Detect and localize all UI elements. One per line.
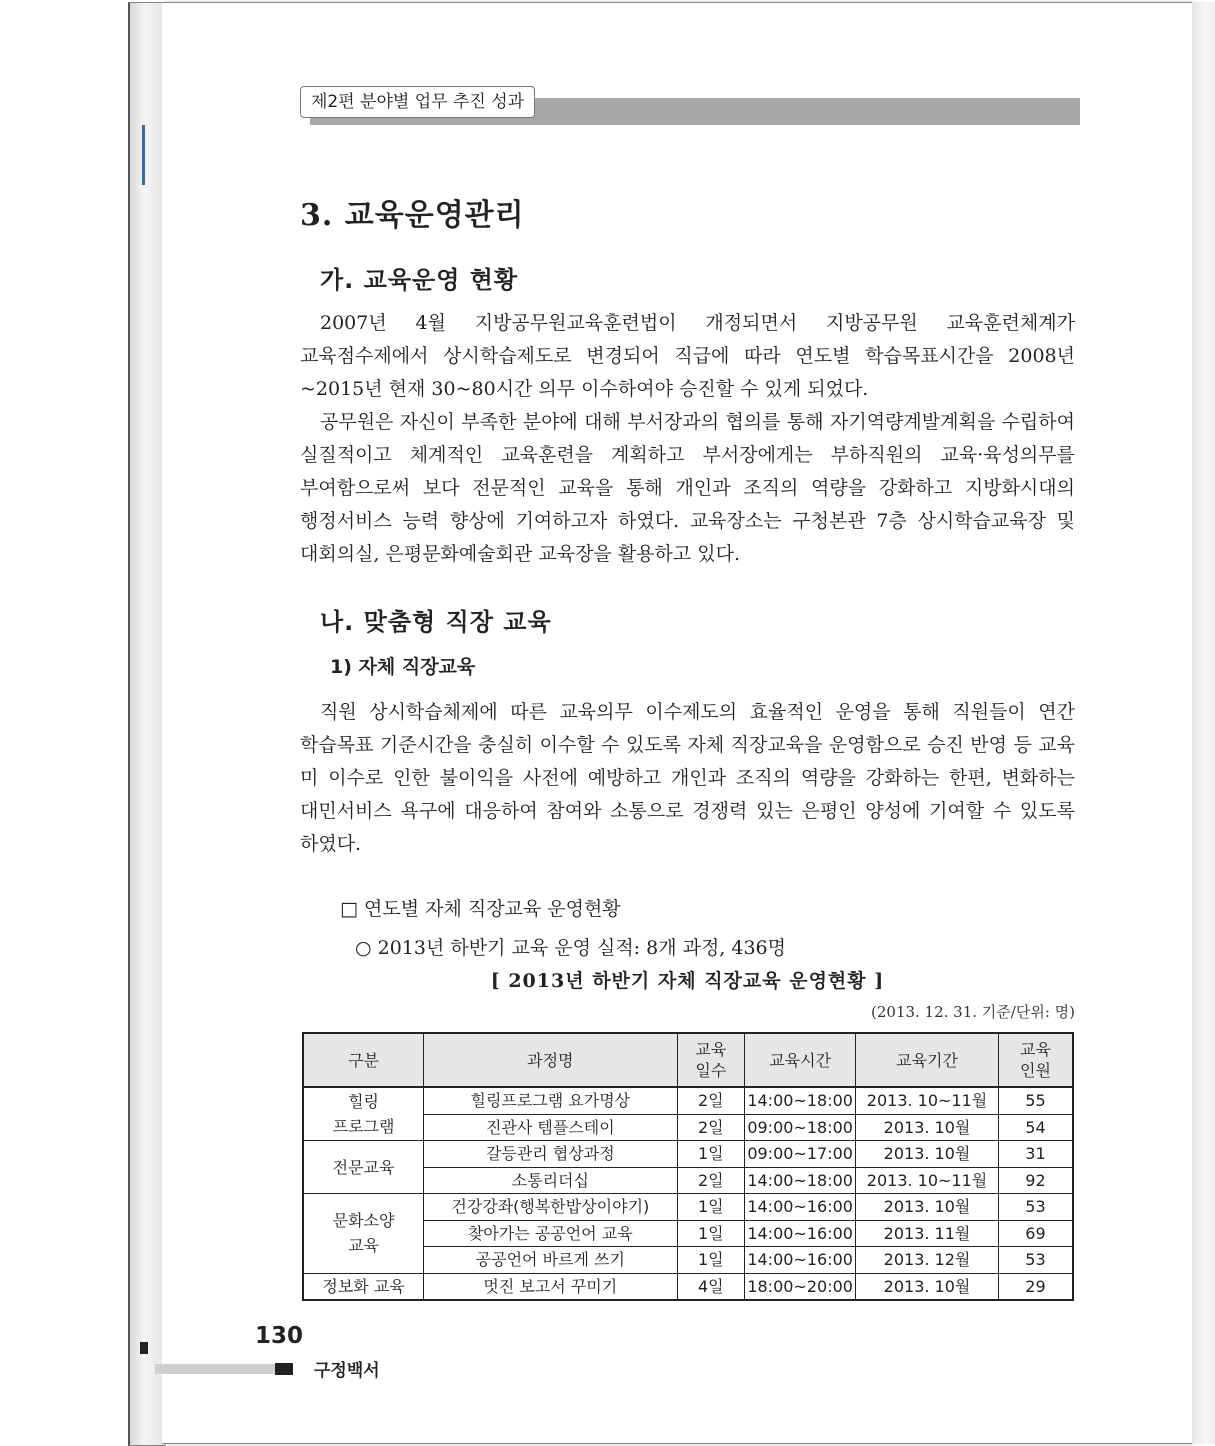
footer-mark [275, 1363, 293, 1375]
category-line1: 힐링 [348, 1092, 380, 1111]
table-row [303, 1141, 1073, 1168]
header-days-line1: 교육 [695, 1040, 727, 1059]
paragraph-b1 [300, 696, 1075, 861]
days-cell: 2일 [677, 1167, 745, 1194]
header-people-line1: 교육 [1020, 1040, 1051, 1059]
hours-cell: 14:00~16:00 [745, 1194, 856, 1221]
header-people [998, 1033, 1073, 1087]
category-line1: 문화소양 [332, 1211, 395, 1231]
subsection-title-b: 나. 맞춤형 직장 교육 [320, 608, 552, 636]
page-edge [1192, 2, 1215, 1444]
footer-bar [155, 1364, 275, 1374]
course-cell: 공공언어 바르게 쓰기 [424, 1247, 677, 1274]
people-cell: 69 [998, 1220, 1073, 1247]
bullet-annual-status: □ 연도별 자체 직장교육 운영현황 [340, 898, 621, 920]
section-title: 3. 교육운영관리 [300, 198, 525, 233]
header-days [677, 1033, 745, 1087]
table-note: (2013. 12. 31. 기준/단위: 명) [871, 1003, 1075, 1021]
header-hours: 교육시간 [745, 1033, 856, 1087]
header-course: 과정명 [424, 1033, 677, 1087]
days-cell: 1일 [677, 1194, 745, 1221]
days-cell: 2일 [677, 1087, 745, 1114]
course-cell: 갈등관리 협상과정 [424, 1141, 677, 1168]
course-cell: 멋진 보고서 꾸미기 [424, 1273, 677, 1300]
hours-cell: 14:00~18:00 [745, 1167, 856, 1194]
book-title: 구정백서 [314, 1361, 380, 1381]
paragraph-a1-text: 2007년 4월 지방공무원교육훈련법이 개정되면서 지방공무원 교육훈련체계가 교육점수제에서 상시학습제도로 변경되어 직급에 따라 연도별 학습목표시간을 2008년~2015년 현재 30~80시간 의무 이수하여야 승진할 수 있게 되었다. [300, 312, 1075, 400]
people-cell: 31 [998, 1141, 1073, 1168]
hours-cell: 14:00~18:00 [745, 1087, 856, 1114]
hours-cell: 14:00~16:00 [745, 1220, 856, 1247]
hours-cell: 09:00~17:00 [745, 1141, 856, 1168]
people-cell: 53 [998, 1247, 1073, 1274]
hours-cell: 09:00~18:00 [745, 1114, 856, 1141]
bullet-2013-results: ○ 2013년 하반기 교육 운영 실적: 8개 과정, 436명 [355, 937, 786, 959]
days-cell: 1일 [677, 1141, 745, 1168]
period-cell: 2013. 10월 [856, 1114, 999, 1141]
book-spine [128, 2, 166, 1446]
category-line2: 교육 [348, 1236, 380, 1256]
course-cell: 찾아가는 공공언어 교육 [424, 1220, 677, 1247]
days-cell: 1일 [677, 1220, 745, 1247]
course-cell: 힐링프로그램 요가명상 [424, 1087, 677, 1114]
category-cell-culture [303, 1194, 424, 1274]
header-category: 구분 [303, 1033, 424, 1087]
header-people-line2: 인원 [1020, 1061, 1051, 1080]
people-cell: 54 [998, 1114, 1073, 1141]
course-cell: 소통리더십 [424, 1167, 677, 1194]
paragraph-a1 [300, 307, 1075, 406]
period-cell: 2013. 10월 [856, 1194, 999, 1221]
subsection-title-b1: 1) 자체 직장교육 [330, 656, 476, 678]
days-cell: 1일 [677, 1247, 745, 1274]
period-cell: 2013. 10~11월 [856, 1087, 999, 1114]
days-cell: 4일 [677, 1273, 745, 1300]
hours-cell: 14:00~16:00 [745, 1247, 856, 1274]
people-cell: 92 [998, 1167, 1073, 1194]
table-row [303, 1087, 1073, 1114]
page-number: 130 [255, 1323, 304, 1349]
table-header-row [303, 1033, 1073, 1087]
period-cell: 2013. 10~11월 [856, 1167, 999, 1194]
spine-marker-bottom [140, 1342, 148, 1354]
paragraph-a2-text: 공무원은 자신이 부족한 분야에 대해 부서장과의 협의를 통해 자기역량계발계획을 수립하여 실질적이고 체계적인 교육훈련을 계획하고 부서장에게는 부하직원의 교육·육성의무를 부여함으로써 보다 전문적인 교육을 통해 개인과 조직의 역량을 강화하고 지방화시대의 행정서비스 능력 향상에 기여하고자 하였다. 교육장소는 구청본관 7층 상시학습교육장 및 대회의실, 은평문화예술회관 교육장을 활용하고 있다. [300, 411, 1075, 565]
period-cell: 2013. 12월 [856, 1247, 999, 1274]
course-cell: 진관사 템플스테이 [424, 1114, 677, 1141]
chapter-tab: 제2편 분야별 업무 추진 성과 [300, 86, 535, 118]
period-cell: 2013. 10월 [856, 1273, 999, 1300]
table-caption: [ 2013년 하반기 자체 직장교육 운영현황 ] [490, 970, 885, 992]
period-cell: 2013. 11월 [856, 1220, 999, 1247]
people-cell: 55 [998, 1087, 1073, 1114]
category-line2: 프로그램 [332, 1117, 395, 1136]
people-cell: 29 [998, 1273, 1073, 1300]
period-cell: 2013. 10월 [856, 1141, 999, 1168]
paragraph-a2 [300, 406, 1075, 571]
subsection-title-a: 가. 교육운영 현황 [320, 266, 519, 294]
header-days-line2: 일수 [695, 1061, 727, 1080]
table-row [303, 1273, 1073, 1300]
paragraph-b1-text: 직원 상시학습체제에 따른 교육의무 이수제도의 효율적인 운영을 통해 직원들이 연간 학습목표 기준시간을 충실히 이수할 수 있도록 자체 직장교육을 운영함으로 승진 반영 등 교육 미 이수로 인한 불이익을 사전에 예방하고 개인과 조직의 역량을 강화하는 한편, 변화하는 대민서비스 욕구에 대응하여 참여와 소통으로 경쟁력 있는 은평인 양성에 기여할 수 있도록 하였다. [300, 701, 1075, 855]
people-cell: 53 [998, 1194, 1073, 1221]
hours-cell: 18:00~20:00 [745, 1273, 856, 1300]
days-cell: 2일 [677, 1114, 745, 1141]
header-period: 교육기간 [856, 1033, 999, 1087]
category-cell-healing [303, 1087, 424, 1141]
category-cell-professional: 전문교육 [303, 1141, 424, 1194]
education-table [302, 1032, 1074, 1301]
course-cell: 건강강좌(행복한밥상이야기) [424, 1194, 677, 1221]
spine-marker [142, 125, 145, 185]
category-cell-it: 정보화 교육 [303, 1273, 424, 1300]
table-row [303, 1194, 1073, 1221]
